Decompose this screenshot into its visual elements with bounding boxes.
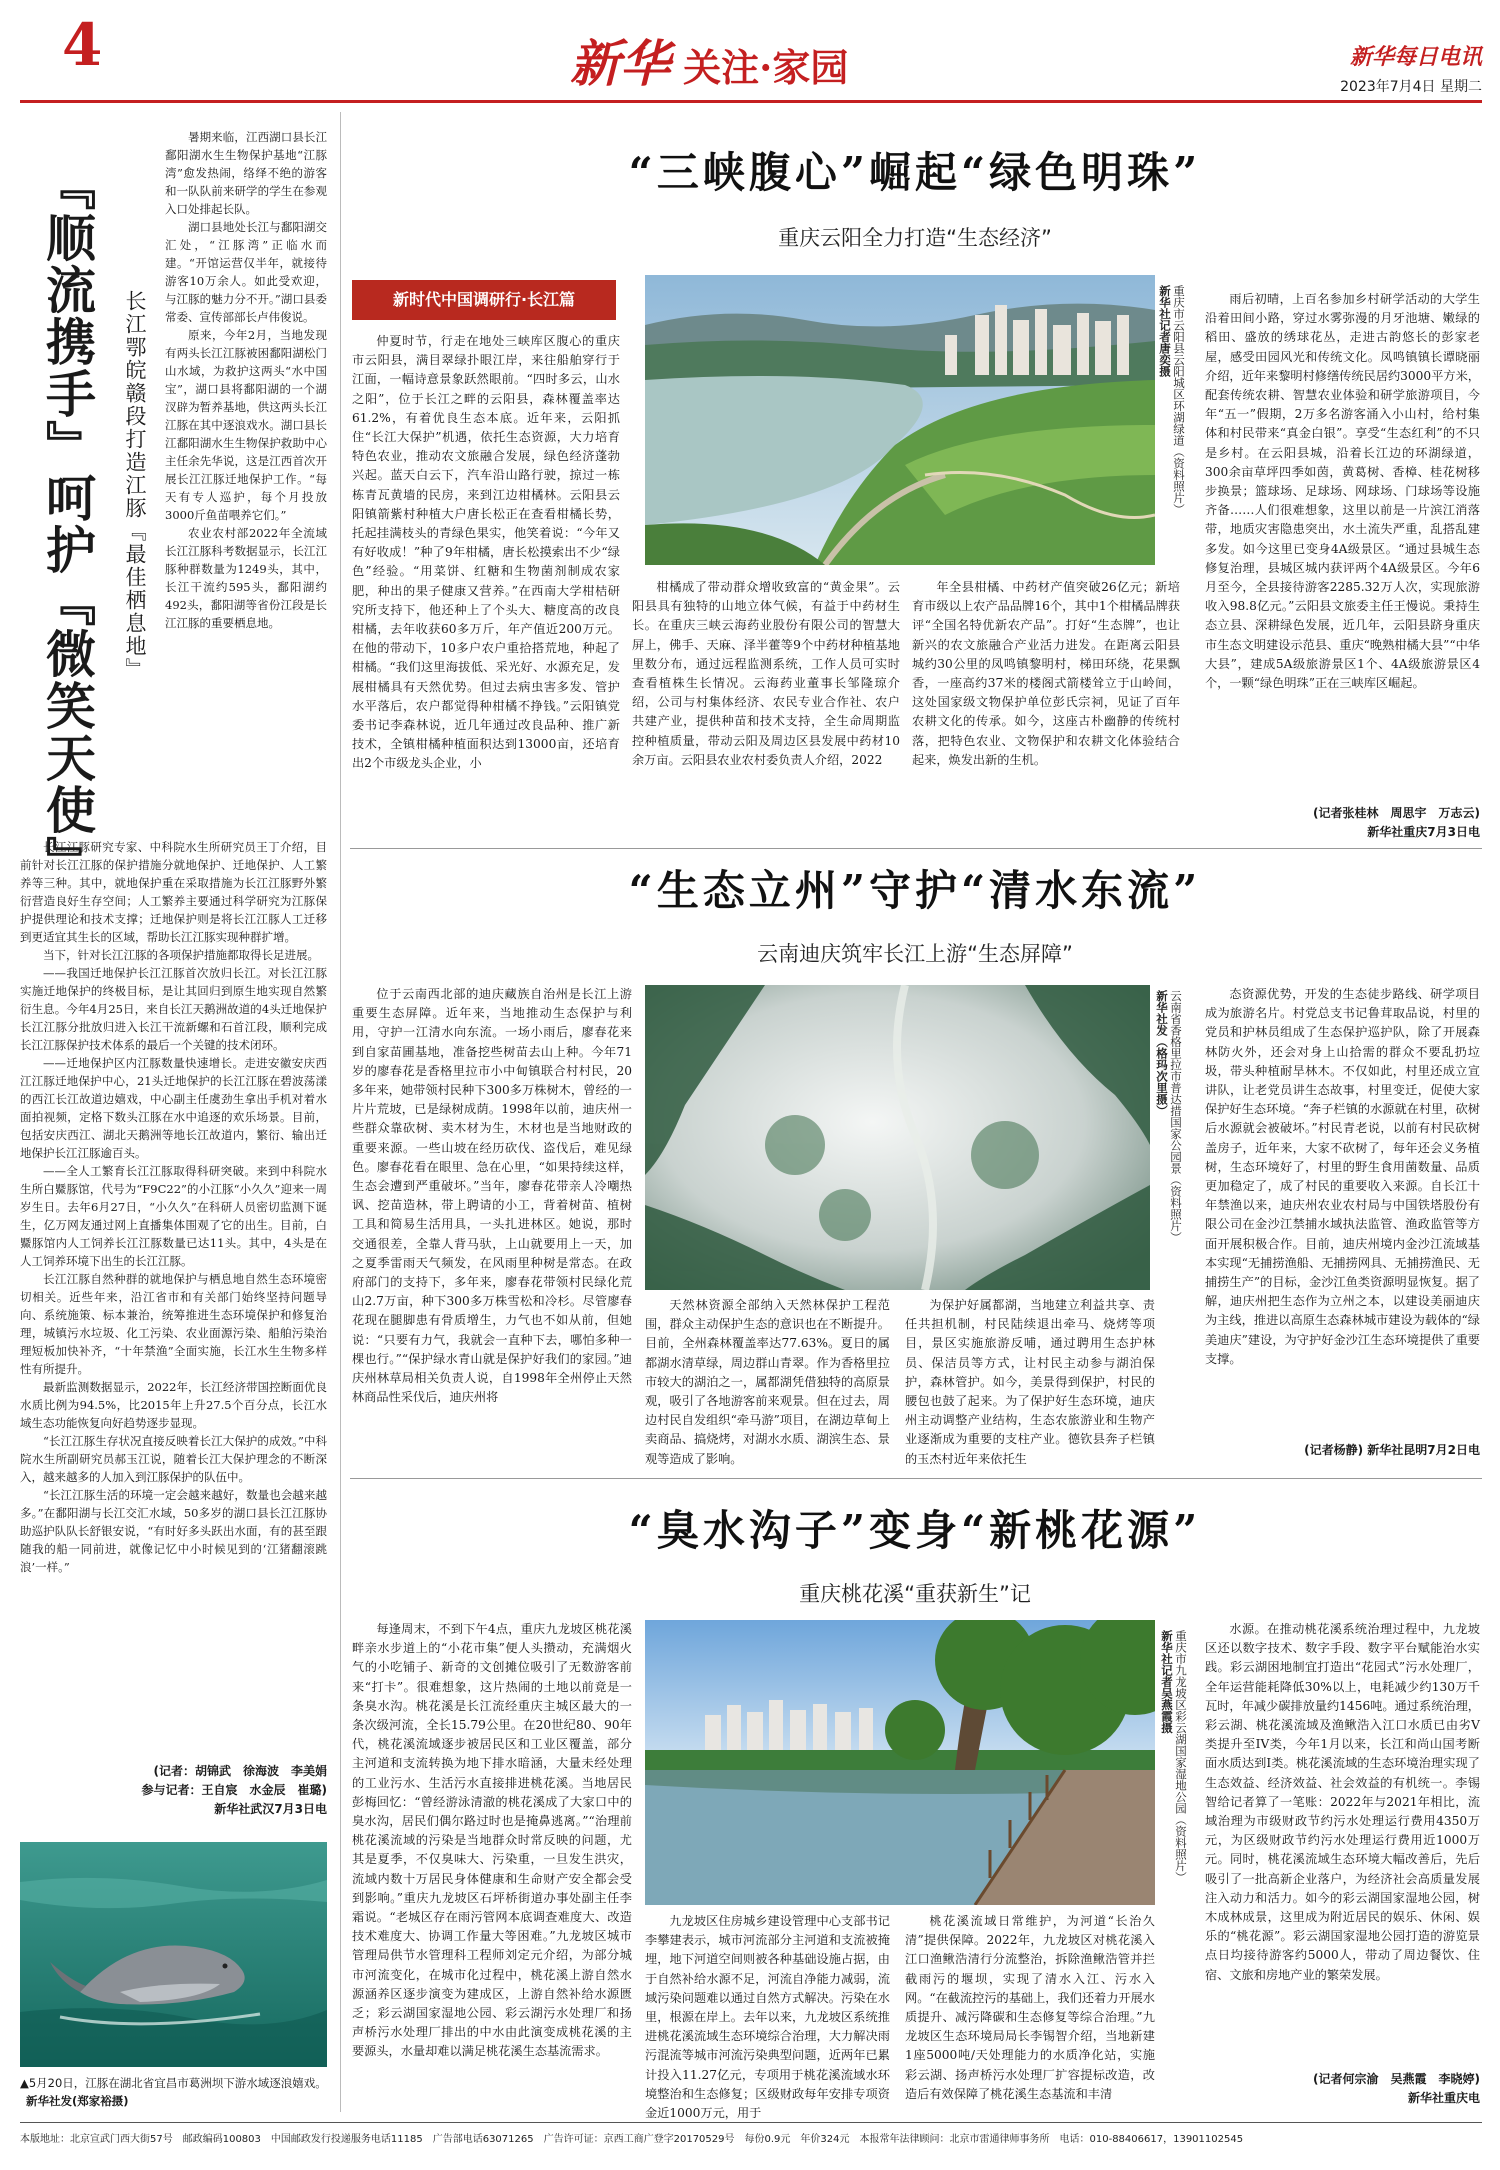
left-article-body [20, 838, 327, 1576]
story2-photo-caption [1155, 990, 1183, 1290]
edition-brand: 新华每日电讯 [1349, 44, 1482, 70]
section-divider [350, 848, 1482, 849]
story3-col4: 水源。在推动桃花溪系统治理过程中，九龙坡区还以数字技术、数字手段、数字平台赋能治水实践。彩云湖困地制宜打造出“花园式”污水处理厂，全年运营能耗降低30%以上，电耗减少约130万千瓦时，年减少碳排放量约1456吨。通过系统治理，彩云湖、桃花溪流域及渔鳅浩入江口水质已由劣V类提升至IV类，今年1月以来，长江和尚山国考断面水质达到Ⅰ类。桃花溪流域的生态环境治理实现了生态效益、经济效益、社会效益的有机统一。李锡智给记者算了一笔账：2022年与2021年相比，流域治理为市级财政节约污水处理运行费用4350万元，为区级财政节约污水处理运行费用近1000万元。同时，桃花溪流域生态环境大幅改善后，先后吸引了一批高新企业落户，为经济社会高质量发展注入动力和活力。如今的彩云湖国家湿地公园，树木成林成景，这里成为附近居民的娱乐、休闲、娱乐的“桃花源”。彩云湖国家湿地公园打造的游览景点日均接待游客约5000人，带动了周边餐饮、住宿、文旅和房地产业的繁荣发展。 [1205, 1622, 1480, 1982]
dateline: 新华社武汉7月3日电 [214, 1802, 327, 1816]
footer-info: 本版地址：北京宣武门西大街57号 邮政编码100803 中国邮政发行投递服务电话11185 广告部电话63071265 广告许可证：京西工商广登字20170529号 每份0.9元 年价324元 本报常年法律顾问：北京市雷通律师事务所 电话：010-88406617，13901102545 [20, 2134, 1244, 2145]
edition-date: 2023年7月4日 星期二 [1340, 79, 1482, 95]
left-article-intro [165, 128, 327, 632]
story1-subtitle: 重庆云阳全力打造“生态经济” [778, 226, 1052, 250]
left-article-title: 『顺流携手』呵护『微笑天使』 [38, 160, 97, 888]
story2-col2: 天然林资源全部纳入天然林保护工程范围，群众主动保护生态的意识也在不断提升。目前，全州森林覆盖率达77.63%。夏日的属都湖水清草绿，周边群山青翠。作为香格里拉市较大的湖泊之一，属都湖凭借独特的高原景观，吸引了各地游客前来观景。但在过去，周边村民自发组织“牵马游”项目，在湖边草甸上卖商品、搞烧烤，对湖水水质、湖滨生态、景观等造成了影响。 [645, 1298, 890, 1466]
story3-subtitle: 重庆桃花溪“重获新生”记 [799, 1582, 1031, 1606]
paragraph: 当下，针对长江江豚的各项保护措施都取得长足进展。 [43, 948, 319, 962]
story2-credits [1205, 1441, 1480, 1460]
reporter-line: (记者杨静) [1304, 1443, 1364, 1457]
brand-logo: 新华 [570, 34, 670, 93]
section-name: 关注·家园 [683, 45, 849, 90]
story1-credits [1205, 804, 1480, 842]
caption-text: 云南省香格里拉市普达措国家公园景（资料照片） [1169, 990, 1183, 1243]
reporter-line: (记者：胡锦武 徐海波 李美娟 [153, 1764, 327, 1778]
contributor-line: 参与记者：王自宸 水金辰 崔璐) [141, 1783, 327, 1797]
story1-title: “三峡腹心”崛起“绿色明珠” [628, 148, 1202, 197]
reporter-line: (记者张桂林 周思宇 万志云) [1313, 806, 1480, 820]
dateline: 新华社重庆7月3日电 [1367, 825, 1480, 839]
story1-photo-caption [1158, 285, 1186, 575]
masthead-title [570, 24, 849, 93]
caption-text: ▲5月20日，江豚在湖北省宜昌市葛洲坝下游水域逐浪嬉戏。 [20, 2076, 327, 2090]
story3-photo [645, 1620, 1155, 1905]
paragraph: 暑期来临，江西湖口县长江鄱阳湖水生生物保护基地“江豚湾”愈发热闹，络绎不绝的游客和一队队前来研学的学生在参观入口处排起长队。 [165, 130, 327, 216]
caption-text: 重庆市云阳县云阳城区环湖绿道（资料照片） [1172, 285, 1186, 515]
paragraph: ——迁地保护区内江豚数量快速增长。走进安徽安庆西江江豚迁地保护中心，21头迁地保护的长江江豚在碧波荡漾的西江长江故道边嬉戏，中心副主任虞劲生拿出手机对着水面拍视频，定格下数头江豚在水中追逐的欢乐场景。目前，包括安庆西江、湖北天鹅洲等地长江故道内，繁衍、输出迁地保护长江江豚逾百头。 [20, 1056, 327, 1160]
story3-col2: 九龙坡区住房城乡建设管理中心支部书记李攀建表示，城市河流部分主河道和支流被掩埋，地下河道空间则被各种基础设施占据，由于自然补给水源不足，河流自净能力减弱，流域污染问题难以通过自然方式解决。污染在水里，根源在岸上。去年以来，九龙坡区系统推进桃花溪流域生态环境综合治理，大力解决雨污混流等城市河流污染典型问题，近两年已累计投入11.27亿元，专项用于桃花溪流域水环境整治和生态修复；区级财政每年安排专项资金近1000万元，用于 [645, 1914, 890, 2121]
caption-credit: 新华社记者唐奕摄 [1158, 285, 1172, 377]
left-article-subtitle: 长江鄂皖赣段打造江豚『最佳栖息地』 [123, 290, 147, 681]
paragraph: 长江江豚研究专家、中科院水生所研究员王丁介绍，目前针对长江江豚的保护措施分就地保护、迁地保护、人工繁养等三种。其中，就地保护重在采取措施为长江江豚野外繁衍营造良好生存空间；人工繁养主要通过科学研究为江豚保护提供理论和技术支撑；迁地保护则是将长江江豚人工迁移到更适宜其生长的区域，帮助长江江豚实现种群扩增。 [20, 840, 327, 944]
caption-text: 重庆市九龙坡区彩云湖国家湿地公园（资料照片） [1174, 1630, 1188, 1883]
page-number: 4 [62, 11, 103, 79]
story1-col2: 柑橘成了带动群众增收致富的“黄金果”。云阳县具有独特的山地立体气候，有益于中药材生长。在重庆三峡云海药业股份有限公司的智慧大屏上，佛手、天麻、泽半藿等9个中药材种植基地里数分布，通过远程监测系统，工作人员可实时查看植株生长情况。云海药业董事长邹隆琼介绍，公司与村集体经济、农民专业合作社、农户共建产业，提供种苗和技术支持，全生命周期监控种植质量，带动云阳及周边区县发展中药材10余万亩。云阳县农业农村委负责人介绍，2022 [632, 580, 900, 767]
paragraph: ——我国迁地保护长江江豚首次放归长江。对长江江豚实施迁地保护的终极目标，是让其回归到原生地实现自然繁衍生息。今年4月25日，来自长江天鹅洲故道的4头迁地保护长江江豚分批放归进入长江干流新螺和石首江段，顺利完成长江江豚保护技术体系的最后一个关键的技术闭环。 [20, 966, 327, 1052]
series-badge: 新时代中国调研行·长江篇 [352, 280, 616, 320]
story2-col4: 态资源优势，开发的生态徒步路线、研学项目成为旅游名片。村党总支书记鲁茸取品说，村里的党员和护林员组成了生态保护巡护队，除了开展森林防火外，还会对身上山拾需的群众不要乱扔垃圾，带头种植耐旱林木。不仅如此，村里还成立宣讲队，让老党员讲生态故事，村里变迁，促使大家保护好生态环境。“奔子栏镇的水源就在村里，砍树后水源就会被破坏。”村民青老说，以前有村民砍树盖房子，近年来，大家不砍树了，每年还会义务植树，生态环境好了，村里的野生食用菌数量、品质更加稳定了，成了村民的重要收入来源。自长江十年禁渔以来，迪庆州农业农村局与中国铁塔股份有限公司在金沙江禁捕水域执法监管、渔政监管等方面开展积极合作。目前，迪庆州境内金沙江流域基本实现“无捕捞渔船、无捕捞网具、无捕捞渔民、无捕捞生产”的目标，金沙江鱼类资源明显恢复。据了解，迪庆州把生态作为立州之本，以建设美丽迪庆为主线，推进以高原生态森林城市建设为载体的“绿美迪庆”建设，为守护好金沙江生态环境提供了重要支撑。 [1205, 987, 1480, 1366]
caption-credit: 新华社发（格玛次里摄） [1155, 990, 1169, 1117]
paragraph: 原来，今年2月，当地发现有两头长江江豚被困鄱阳湖松门山水域，为救护这两头“水中国宝”，湖口县将鄱阳湖的一个湖汊辟为暂养基地，供这两头长江江豚在其中逐浪戏水。湖口县长江鄱阳湖水生生物保护救助中心主任余先华说，这是江西首次开展长江江豚迁地保护工作。“每天有专人巡护，每个月投放3000斤鱼苗喂养它们。” [165, 328, 327, 522]
story3-credits [1205, 2070, 1480, 2108]
story3-col3: 桃花溪流域日常维护，为河道“长治久清”提供保障。2022年，九龙坡区对桃花溪入江口渔鳅浩清行分流整治，拆除渔鳅浩管并拦截雨污的堰坝，实现了清水入江、污水入网。“在截流控污的基础上，我们还着力开展水质提升、减污降碳和生态修复等综合治理。”九龙坡区生态环境局局长李锡智介绍，当地新建1座5000吨/天处理能力的水质净化站，实施彩云湖、扬声桥污水处理厂扩容提标改造，改造后有效保障了桃花溪生态基流和丰清 [905, 1914, 1155, 2101]
paragraph: “长江江豚生存状况直接反映着长江大保护的成效。”中科院水生所副研究员郝玉江说，随着长江大保护理念的不断深入，越来越多的人加入到江豚保护的队伍中。 [20, 1434, 327, 1484]
finless-porpoise-photo [20, 1842, 327, 2067]
story1-col4: 雨后初晴，上百名参加乡村研学活动的大学生沿着田间小路，穿过水雾弥漫的月牙池塘、嫩绿的稻田、盛放的绣球花丛，走进古韵悠长的彭家老屋，感受田园风光和传统文化。凤鸣镇镇长谭晓丽介绍，近年来黎明村修缮传统民居约3000平方米，配套传统农耕、智慧农业体验和研学旅游项目，今年“五一”假期，2万多名游客涌入小山村，给村集体和村民带来“真金白银”。享受“生态红利”的不只是乡村。在云阳县城，沿着长江边的环湖绿道，300余亩草坪四季如茵，黄葛树、香樟、桂花树移步换景；篮球场、足球场、网球场、门球场等设施齐备……人们很难想象，这里以前是一片滨江消落带，地质灾害隐患突出，水土流失严重，乱搭乱建多发。如今这里已变身4A级景区。“通过县城生态修复治理，县城区城内获评两个4A级景区。今年6月至今，全县接待游客2285.32万人次，实现旅游收入98.8亿元。”云阳县文旅委主任王慢说。秉持生态立县、深耕绿色发展，近几年，云阳县跻身重庆市生态文明建设示范县、重庆“晚熟柑橘大县”“中华大县”，建成5A级旅游景区1个、4A级旅游景区4个，一颗“绿色明珠”正在三峡库区崛起。 [1205, 292, 1480, 691]
story2-col1: 位于云南西北部的迪庆藏族自治州是长江上游重要生态屏障。近年来，当地推动生态保护与利用，守护一江清水向东流。一场小雨后，廖春花来到自家苗圃基地，准备挖些树苗去山上种。今年71岁的廖春花是香格里拉市小中甸镇联合村村民，20多年来，她带领村民种下300多万株树木，曾经的一片片荒坡，已是绿树成荫。1998年以前，迪庆州一些群众靠砍树、卖木材为生，木材也是当地财政的重要来源。一些山坡在经历砍伐、盗伐后，难见绿色。廖春花看在眼里、急在心里，“如果持续这样，生态会遭到严重破坏。”当年，廖春花带亲人冷嘲热讽、挖苗造林，带上聘请的小工，背着树苗、植树工具和简易生活用具，一头扎进林区。她说，那时交通很差，全靠人背马驮，上山就要用上一天，加之夏季雷雨天气频发，在风雨里种树是常态。在政府部门的支持下，多年来，廖春花带领村民绿化荒山2.7万亩，种下300多万株雪松和冷杉。尽管廖春花现在腿脚患有骨质增生，力气也不如从前，但她说：“只要有力气，我就会一直种下去，哪怕多种一棵也行。”“保护绿水青山就是保护好我们的家园。”迪庆州林草局相关负责人说，自1998年全州停止天然林商品性采伐后，迪庆州将 [352, 987, 632, 1405]
column-divider [340, 112, 341, 2112]
reporter-line: (记者何宗渝 吴燕霞 李晓婷) [1313, 2072, 1480, 2086]
story3-col1: 每逢周末，不到下午4点，重庆九龙坡区桃花溪畔亲水步道上的“小花市集”便人头攒动，充满烟火气的小吃铺子、新奇的文创摊位吸引了无数游客前来“打卡”。很难想象，这片热闹的土地以前竟是一条臭水沟。桃花溪是长江流经重庆主城区最大的一条次级河流，全长15.79公里。在20世纪80、90年代，桃花溪流域逐步被居民区和工业区覆盖，部分主河道和支流转换为地下排水暗涵，大量未经处理的工业污水、生活污水直接排进桃花溪。当地居民彭梅回忆：“曾经游泳清澈的桃花溪成了大家口中的臭水沟，居民们偶尔路过时也是掩鼻逃离。”“治理前桃花溪流域的污染是当地群众时常反映的问题，尤其是夏季，不仅臭味大、污染重，一旦发生洪灾，流域内数十万居民身体健康和生命财产安全都会受到影响。”重庆九龙坡区石坪桥街道办事处副主任李霜说。“老城区存在雨污管网本底调查难度大、改造技术难度大、协调工作量大等困难。”九龙坡区城市管理局供节水管理科工程师刘定元介绍，为部分城市河流变化，在城市化过程中，桃花溪上游自然水源涵养区逐步演变为建成区，上游自然补给水源匮乏；彩云湖国家湿地公园、彩云湖污水处理厂和扬声桥污水处理厂排出的中水由此演变成桃花溪的主要源头，水量却难以满足桃花溪生态基流需求。 [352, 1622, 632, 2059]
caption-credit: 新华社记者吴燕霞摄 [1160, 1630, 1174, 1734]
left-photo-caption [20, 2074, 327, 2110]
paragraph: 最新监测数据显示，2022年，长江经济带国控断面优良水质比例为94.5%，比2015年上升27.5个百分点，长江水域生态功能恢复向好趋势逐步显现。 [20, 1380, 327, 1430]
story1-col1: 仲夏时节，行走在地处三峡库区腹心的重庆市云阳县，满目翠绿扑眼江岸，来往船舶穿行于江面，一幅诗意景象跃然眼前。“四时多云，山水之阳”，位于长江之畔的云阳县，森林覆盖率达61.2%，有着优良生态本底。近年来，云阳抓住“长江大保护”机遇，依托生态资源，大力培育特色农业，推动农文旅融合发展，绿色经济蓬勃兴起。蓝天白云下，汽车沿山路行驶，掠过一栋栋青瓦黄墙的民房，来到江边柑橘林。云阳县云阳镇箭紫村种植大户唐长松正在查看柑橘长势，托起挂满枝头的青绿色果实，他笑着说：“今年又有好收成！”种了9年柑橘，唐长松摸索出不少“绿色”经验。“用菜饼、红糖和生物菌剂制成农家肥，种出的果子健康又营养。”在西南大学柑桔研究所支持下，他还种上了个头大、糖度高的改良柑橘，去年收获60多万斤，年产值近200万元。在他的带动下，10多户农户重拾搭荒地，种起了柑橘。“我们这里海拔低、采光好、水源充足，发展柑橘具有天然优势。但过去病虫害多发、管护水平落后，农户都觉得种柑橘不挣钱。”云阳镇党委书记李森林说，近几年通过改良品种、推广新技术，全镇柑橘种植面积达到13000亩，还培育出2个市级龙头企业，小 [352, 334, 620, 771]
footer-rule [20, 2122, 1482, 2123]
paragraph: 湖口县地处长江与鄱阳湖交汇处，“江豚湾”正临水而建。“开馆运营仅半年，就接待游客10万余人。如此受欢迎，与江豚的魅力分不开。”湖口县委常委、宣传部部长卢伟俊说。 [165, 220, 327, 324]
paragraph: “长江江豚生活的环境一定会越来越好，数量也会越来越多。”在鄱阳湖与长江交汇水域，50多岁的湖口县长江江豚协助巡护队队长舒银安说，“有时好多头跃出水面，有的甚至跟随我的船一同前进，就像记忆中小时候见到的‘江猪翻滚跳浪’一样。” [20, 1488, 327, 1574]
dateline: 新华社昆明7月2日电 [1367, 1443, 1480, 1457]
masthead-rule [20, 100, 1482, 103]
paragraph: 农业农村部2022年全流域长江江豚科考数据显示，长江江豚种群数量为1249头，其中，长江干流约595头，鄱阳湖约492头，鄱阳湖等省份江段是长江江豚的重要栖息地。 [165, 526, 327, 630]
story3-title: “臭水沟子”变身“新桃花源” [628, 1506, 1202, 1555]
story2-col3: 为保护好属都湖，当地建立利益共享、责任共担机制，村民陆续退出牵马、烧烤等项目，景区实施旅游反哺，通过聘用生态护林员、保洁员等方式，让村民主动参与湖泊保护，森林管护。如今，美景得到保护，村民的腰包也鼓了起来。为了保护好生态环境，迪庆州主动调整产业结构，生态农旅游业和生物产业逐渐成为重要的支柱产业。德钦县奔子栏镇的玉杰村近年来依托生 [905, 1298, 1155, 1466]
paragraph: 长江江豚自然种群的就地保护与栖息地自然生态环境密切相关。近些年来，沿江省市和有关部门始终坚持问题导向、系统施策、标本兼治，统筹推进生态环境保护和修复治理，城镇污水垃圾、化工污染、农业面源污染、船舶污染治理短板加快补齐，“十年禁渔”全面实施，长江水生生物多样性有所提升。 [20, 1272, 327, 1376]
dateline: 新华社重庆电 [1407, 2091, 1480, 2105]
left-article-credits [20, 1762, 327, 1819]
story2-title: “生态立州”守护“清水东流” [628, 866, 1202, 915]
section-divider [350, 1478, 1482, 1479]
caption-credit: 新华社发(郑家裕摄) [26, 2094, 129, 2108]
story2-photo [645, 985, 1150, 1290]
story3-photo-caption [1160, 1630, 1188, 1915]
story1-photo [645, 275, 1155, 565]
paragraph: ——全人工繁育长江江豚取得科研突破。来到中科院水生所白鱀豚馆，代号为“F9C22”的小江豚“小久久”迎来一周岁生日。去年6月27日，“小久久”在科研人员密切监测下诞生，亿万网友通过网上直播集体围观了它的出生。目前，白鱀豚馆内人工饲养长江江豚数量已达11头。其中，4头是在人工饲养环境下出生的长江江豚。 [20, 1164, 327, 1268]
story1-col3: 年全县柑橘、中药材产值突破26亿元；新培育市级以上农产品品牌16个，其中1个柑橘品牌获评“全国名特优新农产品”。打好“生态牌”，也让新兴的农文旅融合产业活力进发。在距离云阳县城约30公里的凤鸣镇黎明村，梯田环绕，花果飘香，一座高约37米的楼阁式箭楼耸立于山岭间，这处国家级文物保护单位彭氏宗祠，见证了百年农耕文化的传承。如今，这座古朴幽静的传统村落，把特色农业、文物保护和农耕文化体验结合起来，焕发出新的生机。 [912, 580, 1180, 767]
story2-subtitle: 云南迪庆筑牢长江上游“生态屏障” [757, 942, 1073, 966]
